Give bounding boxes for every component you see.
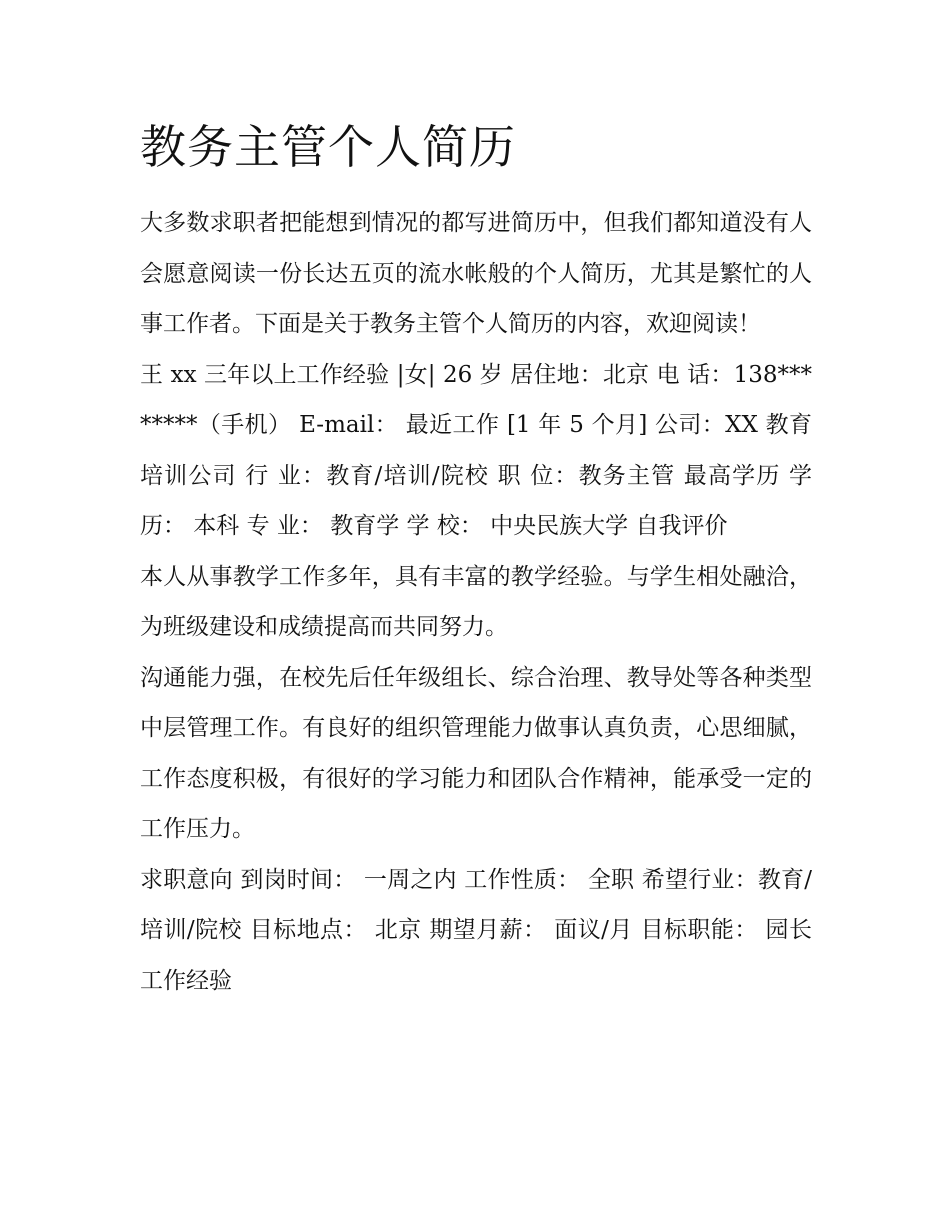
intro-paragraph: 大多数求职者把能想到情况的都写进简历中，但我们都知道没有人会愿意阅读一份长达五页的流水帐般的个人简历，尤其是繁忙的人事工作者。下面是关于教务主管个人简历的内容，欢迎阅读！: [140, 210, 812, 337]
self-evaluation-paragraph: 本人从事教学工作多年，具有丰富的教学经验。与学生相处融洽，为班级建设和成绩提高而共同努力。: [140, 563, 812, 640]
basic-info-paragraph: 王 xx 三年以上工作经验 |女| 26 岁 居住地：北京 电 话：138********（手机） E-mail： 最近工作 [1 年 5 个月] 公司：XX 教育培训公司 行 业：教育/培训/院校 职 位：教务主管 最高学历 学 历： 本科 专 业： 教育学 学 校： 中央民族大学 自我评价: [140, 361, 812, 539]
document-title: 教务主管个人简历: [140, 120, 516, 174]
job-intention-paragraph: 求职意向 到岗时间： 一周之内 工作性质： 全职 希望行业：教育/培训/院校 目标地点： 北京 期望月薪： 面议/月 目标职能： 园长 工作经验: [140, 866, 812, 994]
abilities-paragraph: 沟通能力强，在校先后任年级组长、综合治理、教导处等各种类型中层管理工作。有良好的组织管理能力做事认真负责，心思细腻，工作态度积极，有很好的学习能力和团队合作精神，能承受一定的工作压力。: [140, 664, 812, 842]
document-body: [140, 112, 812, 1006]
